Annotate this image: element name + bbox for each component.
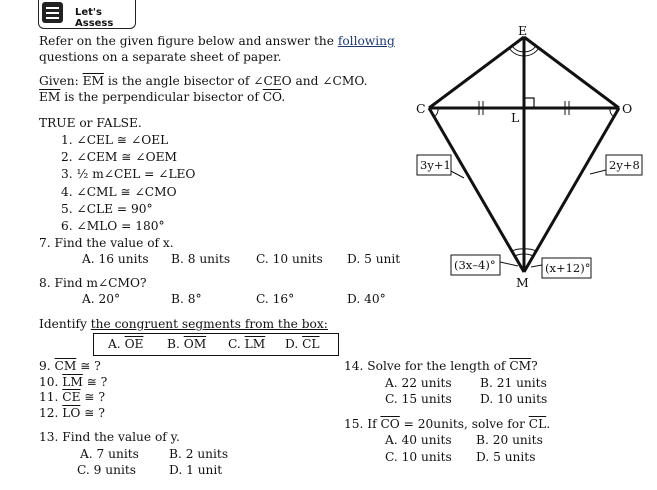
q13-choice-b: B. 2 units <box>169 447 229 461</box>
tf-item-3: 3. ½ m∠CEL = ∠LEO <box>61 167 196 181</box>
side-om <box>524 108 619 272</box>
segment-cl: $\overline{CL}$ <box>528 417 547 431</box>
intro-link: following <box>337 34 395 48</box>
q14-choice-a: A. 22 units <box>385 376 452 390</box>
q-rest: ≅ ? <box>80 390 105 404</box>
q14-pre: 14. Solve for the length of <box>344 359 510 373</box>
q-num: 11. <box>39 390 63 404</box>
segment-om: $\overline{OM}$ <box>183 337 207 351</box>
q14-choice-c: C. 15 units <box>385 392 452 406</box>
side-ce <box>429 37 524 108</box>
q8-choice-a: A. 20° <box>82 292 121 306</box>
expr-cm: 3y+1 <box>420 158 451 172</box>
q15-choice-d: D. 5 units <box>476 450 536 464</box>
q15-choice-a: A. 40 units <box>385 433 452 447</box>
segment-em: $\overline{EM}$ <box>82 74 104 88</box>
tf-item-4: 4. ∠CML ≅ ∠CMO <box>61 185 177 199</box>
q14-choice-b: B. 21 units <box>480 376 547 390</box>
q8-choice-c: C. 16° <box>256 292 295 306</box>
side-eo <box>524 37 619 108</box>
side-cm <box>429 108 524 272</box>
box-letter: A. <box>108 337 125 351</box>
segment-co: $\overline{CO}$ <box>380 417 400 431</box>
q14-choice-d: D. 10 units <box>480 392 548 406</box>
tf-item-5: 5. ∠CLE = 90° <box>61 202 153 216</box>
callout-line <box>590 170 606 174</box>
expr-om: 2y+8 <box>609 158 640 172</box>
q-num: 10. <box>39 375 63 389</box>
angle-arc-m <box>524 249 536 251</box>
segment-lo: $\overline{LO}$ <box>62 406 81 420</box>
tf-item-1: 1. ∠CEL ≅ ∠OEL <box>61 133 169 147</box>
box-letter: C. <box>228 337 245 351</box>
q7-text: 7. Find the value of x. <box>39 236 174 250</box>
tf-item-2: 2. ∠CEM ≅ ∠OEM <box>61 150 177 164</box>
q7-choice-b: B. 8 units <box>171 252 231 266</box>
tf-title: TRUE or FALSE. <box>39 116 142 130</box>
box-letter: D. <box>285 337 303 351</box>
segment-ce: $\overline{CE}$ <box>62 390 81 404</box>
given-end: . <box>281 90 286 104</box>
given-text-1: is the angle bisector of ∠CEO and ∠CMO. <box>103 74 368 88</box>
vertex-label-e: E <box>518 23 528 38</box>
segment-cm: $\overline{CM}$ <box>509 359 532 373</box>
angle-label-right: (x+12)° <box>545 261 591 275</box>
segment-em: $\overline{EM}$ <box>39 90 61 104</box>
segment-oe: $\overline{OE}$ <box>124 337 144 351</box>
q7-choice-c: C. 10 units <box>256 252 323 266</box>
q14-end: ? <box>531 359 538 373</box>
vertex-label-o: O <box>622 101 633 116</box>
q15-end: . <box>546 417 551 431</box>
q-num: 12. <box>39 406 63 420</box>
segment-lm: $\overline{LM}$ <box>62 375 83 389</box>
q15-choice-b: B. 20 units <box>476 433 543 447</box>
q15-pre: 15. If <box>344 417 381 431</box>
q15-choice-c: C. 10 units <box>385 450 452 464</box>
q13-choice-a: A. 7 units <box>80 447 139 461</box>
q-rest: ≅ ? <box>76 359 101 373</box>
given-text-2: is the perpendicular bisector of <box>60 90 263 104</box>
q13-choice-c: C. 9 units <box>77 463 137 477</box>
q8-choice-b: B. 8° <box>171 292 202 306</box>
q7-choice-a: A. 16 units <box>82 252 149 266</box>
intro-line-2: questions on a separate sheet of paper. <box>39 50 282 64</box>
angle-arc-m <box>512 249 524 251</box>
angle-arc-e <box>524 46 536 52</box>
angle-label-left: (3x–4)° <box>454 258 496 272</box>
q13-text: 13. Find the value of y. <box>39 430 180 444</box>
q-num: 9. <box>39 359 55 373</box>
box-letter: B. <box>167 337 184 351</box>
segment-lm: $\overline{LM}$ <box>244 337 266 351</box>
callout-line <box>500 262 518 266</box>
identify-pre: Identify <box>39 317 91 331</box>
given-prefix: Given: <box>39 74 83 88</box>
q13-choice-d: D. 1 unit <box>169 463 223 477</box>
header-title: Let's Assess <box>75 7 114 29</box>
angle-arc-e <box>512 46 524 52</box>
q8-text: 8. Find m∠CMO? <box>39 276 147 290</box>
segment-cl: $\overline{CL}$ <box>302 337 320 351</box>
identify-underlined: the congruent segments from the box: <box>90 317 328 331</box>
vertex-label-c: C <box>416 101 426 116</box>
q-rest: ≅ ? <box>82 375 108 389</box>
segment-co: $\overline{CO}$ <box>262 90 282 104</box>
vertex-label-m: M <box>516 275 529 290</box>
callout-line <box>531 265 542 267</box>
segment-cm: $\overline{CM}$ <box>54 359 77 373</box>
q-rest: ≅ ? <box>80 406 105 420</box>
intro-text: Refer on the given figure below and answer the <box>39 34 338 48</box>
q7-choice-d: D. 5 unit <box>347 252 401 266</box>
q8-choice-d: D. 40° <box>347 292 386 306</box>
tf-item-6: 6. ∠MLO = 180° <box>61 219 165 233</box>
q15-mid: = 20units, solve for <box>399 417 529 431</box>
point-label-l: L <box>511 110 520 125</box>
